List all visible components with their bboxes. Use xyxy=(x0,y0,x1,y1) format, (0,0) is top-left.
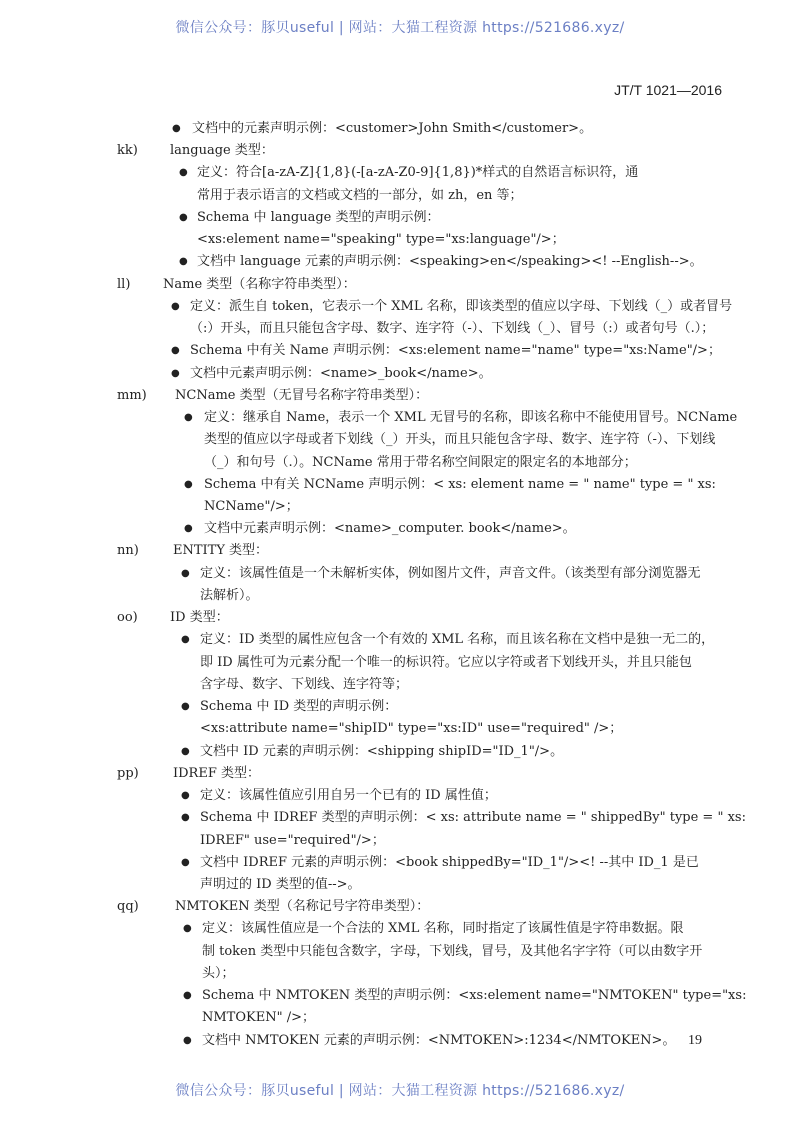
list-item-line xyxy=(0,985,800,1007)
list-item-text: 定义：符合[a-zA-Z]{1,8}(-[a-zA-Z0-9]{1,8})*样式的自然语言标识符，通 xyxy=(197,165,639,181)
list-item-line xyxy=(0,162,800,184)
bullet-icon: ● xyxy=(181,745,190,757)
section-title: IDREF 类型： xyxy=(173,765,260,781)
section-heading xyxy=(0,896,800,918)
list-item-text: 定义：派生自 token，它表示一个 XML 名称，即该类型的值应以字母、下划线（_）或者冒号 xyxy=(190,298,733,314)
bullet-icon: ● xyxy=(181,812,190,824)
section-label: qq) xyxy=(117,899,139,915)
list-item-line xyxy=(0,474,800,496)
section-heading xyxy=(0,763,800,785)
list-item-text: 类型的值应以字母或者下划线（_）开头，而且只能包含字母、数字、连字符（-）、下划线 xyxy=(204,432,716,448)
list-item-line xyxy=(0,1007,800,1029)
list-item-line xyxy=(0,407,800,429)
bullet-icon: ● xyxy=(183,1034,192,1046)
list-item-text: Schema 中 ID 类型的声明示例： xyxy=(200,699,398,715)
list-item-text: <xs:element name="speaking" type="xs:language"/>； xyxy=(197,232,565,248)
list-item-line xyxy=(0,629,800,651)
list-item-text: 头）； xyxy=(202,965,235,981)
section-heading xyxy=(0,274,800,296)
list-item-line xyxy=(0,1030,800,1052)
list-item-text: 文档中元素声明示例：<name>_book</name>。 xyxy=(190,365,492,381)
section-label: ll) xyxy=(117,276,131,292)
list-item-line xyxy=(0,741,800,763)
list-item-text: 文档中 ID 元素的声明示例：<shipping shipID="ID_1"/>。 xyxy=(200,743,564,759)
list-item-text: 制 token 类型中只能包含数字，字母，下划线，冒号，及其他名字字符（可以由数字开 xyxy=(202,943,703,959)
standard-number-header: JT/T 1021—2016 xyxy=(614,82,722,98)
list-item-line xyxy=(0,652,800,674)
list-item-line xyxy=(0,963,800,985)
section-heading xyxy=(0,385,800,407)
bullet-icon: ● xyxy=(181,856,190,868)
list-item-line xyxy=(0,696,800,718)
list-item-line xyxy=(0,118,800,140)
list-item-text: NCName"/>； xyxy=(204,498,299,514)
list-item-text: Schema 中 NMTOKEN 类型的声明示例：<xs:element name="NMTOKEN" type="xs: xyxy=(202,988,747,1004)
bullet-icon: ● xyxy=(184,523,193,535)
section-heading xyxy=(0,140,800,162)
section-label: mm) xyxy=(117,387,147,403)
list-item-line xyxy=(0,251,800,273)
list-item-text: 文档中 NMTOKEN 元素的声明示例：<NMTOKEN>:1234</NMTOKEN>。 xyxy=(202,1032,676,1048)
list-item-text: 定义：该属性值是一个未解析实体，例如图片文件，声音文件。（该类型有部分浏览器无 xyxy=(200,565,701,581)
list-item-text: 文档中 language 元素的声明示例：<speaking>en</speaking><! --English-->。 xyxy=(197,254,703,270)
section-title: ENTITY 类型： xyxy=(173,543,269,559)
watermark-top: 微信公众号：豚贝useful | 网站：大猫工程资源 https://521686.xyz/ xyxy=(175,20,625,36)
list-item-line xyxy=(0,429,800,451)
list-item-line xyxy=(0,874,800,896)
section-label: kk) xyxy=(117,143,138,159)
bullet-icon: ● xyxy=(179,256,188,268)
section-label: pp) xyxy=(117,765,139,781)
bullet-icon: ● xyxy=(179,211,188,223)
section-label: oo) xyxy=(117,610,138,626)
list-item-text: 文档中元素声明示例：<name>_computer. book</name>。 xyxy=(204,521,576,537)
bullet-icon: ● xyxy=(183,990,192,1002)
list-item-text: 定义：该属性值应引用自另一个已有的 ID 属性值； xyxy=(200,788,497,804)
list-item-line xyxy=(0,496,800,518)
list-item-text: （_）和句号（.）。NCName 常用于带名称空间限定的限定名的本地部分； xyxy=(204,454,637,470)
list-item-line xyxy=(0,229,800,251)
section-title: Name 类型（名称字符串类型）： xyxy=(163,276,356,292)
page-number: 19 xyxy=(688,1033,702,1048)
list-item-text: Schema 中 IDREF 类型的声明示例：< xs: attribute name = " shippedBy" type = " xs: xyxy=(200,810,746,826)
list-item-line xyxy=(0,185,800,207)
section-label: nn) xyxy=(117,543,139,559)
bullet-icon: ● xyxy=(181,567,190,579)
list-item-line xyxy=(0,718,800,740)
list-item-text: Schema 中有关 Name 声明示例：<xs:element name="name" type="xs:Name"/>； xyxy=(190,343,721,359)
list-item-text: 定义：ID 类型的属性应包含一个有效的 XML 名称，而且该名称在文档中是独一无二的， xyxy=(200,632,715,648)
section-title: NCName 类型（无冒号名称字符串类型）： xyxy=(175,387,429,403)
list-item-text: 含字母、数字、下划线、连字符等； xyxy=(200,676,409,692)
list-item-line xyxy=(0,296,800,318)
list-item-text: Schema 中 language 类型的声明示例： xyxy=(197,209,440,225)
list-item-line xyxy=(0,674,800,696)
bullet-icon: ● xyxy=(181,701,190,713)
list-item-line xyxy=(0,363,800,385)
list-item-text: 定义：该属性值应是一个合法的 XML 名称，同时指定了该属性值是字符串数据。限 xyxy=(202,921,684,937)
bullet-icon: ● xyxy=(179,167,188,179)
list-item-line xyxy=(0,563,800,585)
document-body xyxy=(0,118,800,1052)
list-item-line xyxy=(0,452,800,474)
list-item-text: （:）开头，而且只能包含字母、数字、连字符（-）、下划线（_）、冒号（:）或者句号（.）； xyxy=(190,321,715,337)
bullet-icon: ● xyxy=(171,345,180,357)
list-item-line xyxy=(0,518,800,540)
list-item-line xyxy=(0,585,800,607)
list-item-line xyxy=(0,785,800,807)
list-item-text: IDREF" use="required"/>； xyxy=(200,832,385,848)
section-title: ID 类型： xyxy=(170,610,229,626)
bullet-icon: ● xyxy=(172,123,181,134)
bullet-icon: ● xyxy=(184,412,193,424)
list-item-line xyxy=(0,340,800,362)
list-item-text: <xs:attribute name="shipID" type="xs:ID" use="required" />； xyxy=(200,721,623,737)
bullet-icon: ● xyxy=(184,478,193,490)
list-item-text: NMTOKEN" />； xyxy=(202,1010,315,1026)
section-heading xyxy=(0,607,800,629)
list-item-line xyxy=(0,830,800,852)
list-item-line xyxy=(0,941,800,963)
list-item-line xyxy=(0,207,800,229)
bullet-icon: ● xyxy=(171,300,180,312)
bullet-icon: ● xyxy=(181,790,190,802)
list-item-text: 定义：继承自 Name，表示一个 XML 无冒号的名称，即该名称中不能使用冒号。NCName xyxy=(204,410,738,426)
list-item-text: 声明过的 ID 类型的值-->。 xyxy=(200,876,361,892)
list-item-line xyxy=(0,807,800,829)
list-item-text: 常用于表示语言的文档或文档的一部分，如 zh，en 等； xyxy=(197,187,523,203)
list-item-line xyxy=(0,318,800,340)
list-item-line xyxy=(0,918,800,940)
list-item-text: 法解析）。 xyxy=(200,587,259,603)
section-title: NMTOKEN 类型（名称记号字符串类型）： xyxy=(175,899,430,915)
section-title: language 类型： xyxy=(170,143,274,159)
list-item-text: Schema 中有关 NCName 声明示例：< xs: element name = " name" type = " xs: xyxy=(204,476,716,492)
bullet-icon: ● xyxy=(171,367,180,379)
watermark-bottom: 微信公众号：豚贝useful | 网站：大猫工程资源 https://521686.xyz/ xyxy=(175,1083,625,1099)
list-item-text: 文档中 IDREF 元素的声明示例：<book shippedBy="ID_1"/><! --其中 ID_1 是已 xyxy=(200,854,699,870)
bullet-icon: ● xyxy=(181,634,190,646)
list-item-text: 文档中的元素声明示例：<customer>John Smith</customer>。 xyxy=(192,121,593,136)
list-item-line xyxy=(0,852,800,874)
bullet-icon: ● xyxy=(183,923,192,935)
section-heading xyxy=(0,540,800,562)
list-item-text: 即 ID 属性可为元素分配一个唯一的标识符。它应以字符或者下划线开头，并且只能包 xyxy=(200,654,692,670)
